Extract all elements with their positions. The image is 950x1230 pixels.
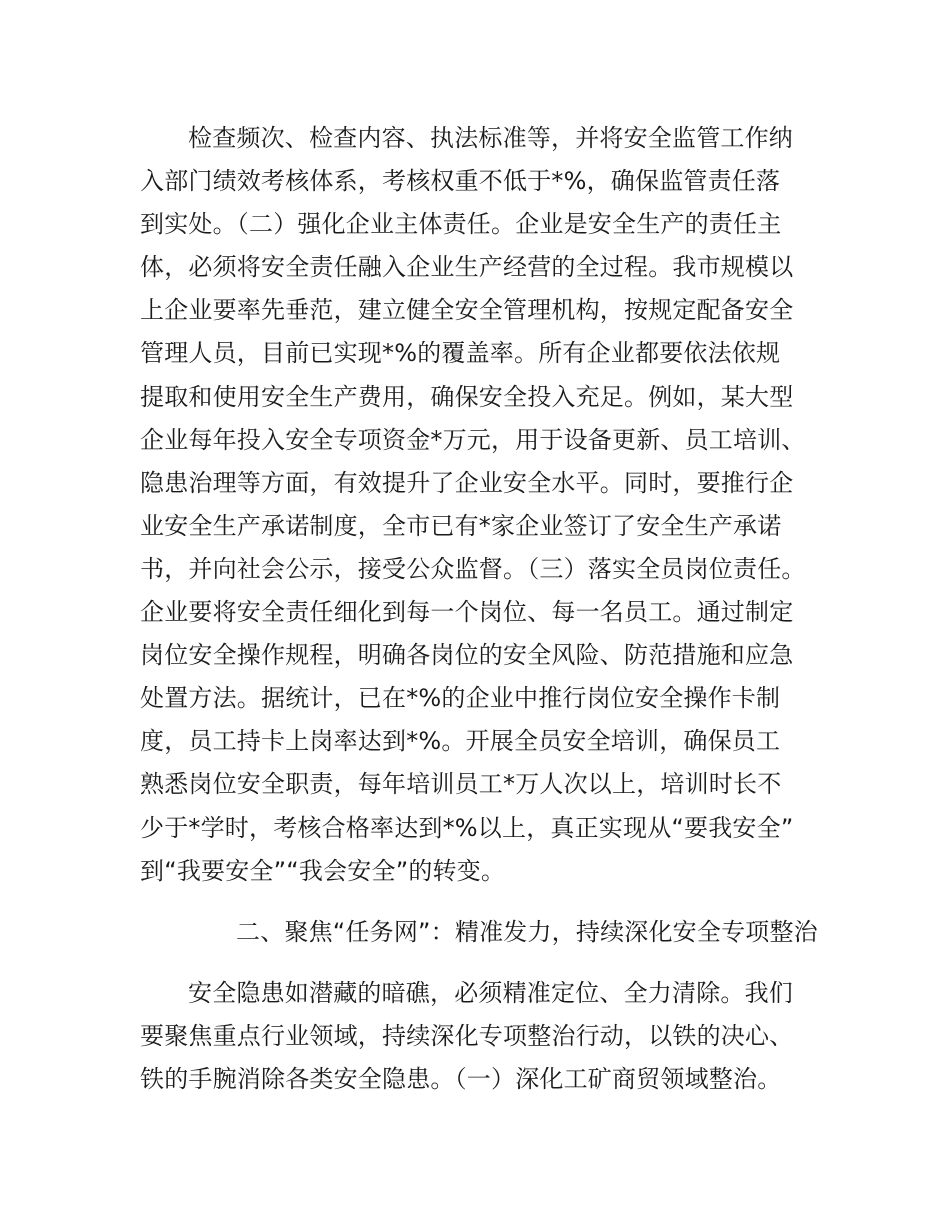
text-line: 检查频次、检查内容、执法标准等，并将安全监管工作纳 (188, 124, 793, 152)
text-line: 入部门绩效考核体系，考核权重不低于*%，确保监管责任落 (140, 167, 781, 196)
text-line: 熟悉岗位安全职责，每年培训员工*万人次以上，培训时长不 (140, 770, 782, 799)
document-page (140, 117, 818, 1119)
text-line: 企业要将安全责任细化到每一个岗位、每一名员工。通过制定 (140, 598, 794, 627)
text-line: 岗位安全操作规程，明确各岗位的安全风险、防范措施和应急 (140, 641, 794, 670)
text-line: 到实处。（二）强化企业主体责任。企业是安全生产的责任主 (140, 210, 782, 239)
text-line: 到“我要安全”“我会安全”的转变。 (140, 856, 506, 885)
text-line: 提取和使用安全生产费用，确保安全投入充足。例如，某大型 (140, 382, 794, 411)
text-line: 企业每年投入安全专项资金*万元，用于设备更新、员工培训、 (140, 425, 806, 454)
section-heading (140, 911, 818, 954)
text-line: 铁的手腕消除各类安全隐患。（一）深化工矿商贸领域整治。 (140, 1064, 782, 1093)
body-paragraph (140, 117, 812, 893)
text-line: 管理人员，目前已实现*%的覆盖率。所有企业都要依法依规 (140, 339, 781, 368)
text-line: 业安全生产承诺制度，全市已有*家企业签订了安全生产承诺 (140, 511, 782, 540)
text-line: 安全隐患如潜藏的暗礁，必须精准定位、全力清除。我们 (188, 978, 793, 1007)
text-line: 处置方法。据统计，已在*%的企业中推行岗位安全操作卡制 (140, 684, 781, 713)
text-line: 要聚焦重点行业领域，持续深化专项整治行动，以铁的决心、 (140, 1021, 794, 1050)
text-line: 少于*学时，考核合格率达到*%以上，真正实现从“要我安全” (140, 813, 794, 842)
text-line: 隐患治理等方面，有效提升了企业安全水平。同时，要推行企 (140, 468, 794, 497)
heading-text: 二、聚焦“任务网”：精准发力，持续深化安全专项整治 (236, 917, 818, 946)
text-line: 书，并向社会公示，接受公众监督。（三）落实全员岗位责任。 (140, 554, 806, 583)
text-line: 度，员工持卡上岗率达到*%。开展全员安全培训，确保员工 (140, 727, 781, 756)
body-paragraph (140, 972, 812, 1101)
text-line: 体，必须将安全责任融入企业生产经营的全过程。我市规模以 (140, 253, 794, 282)
text-line: 上企业要率先垂范，建立健全安全管理机构，按规定配备安全 (140, 296, 794, 325)
